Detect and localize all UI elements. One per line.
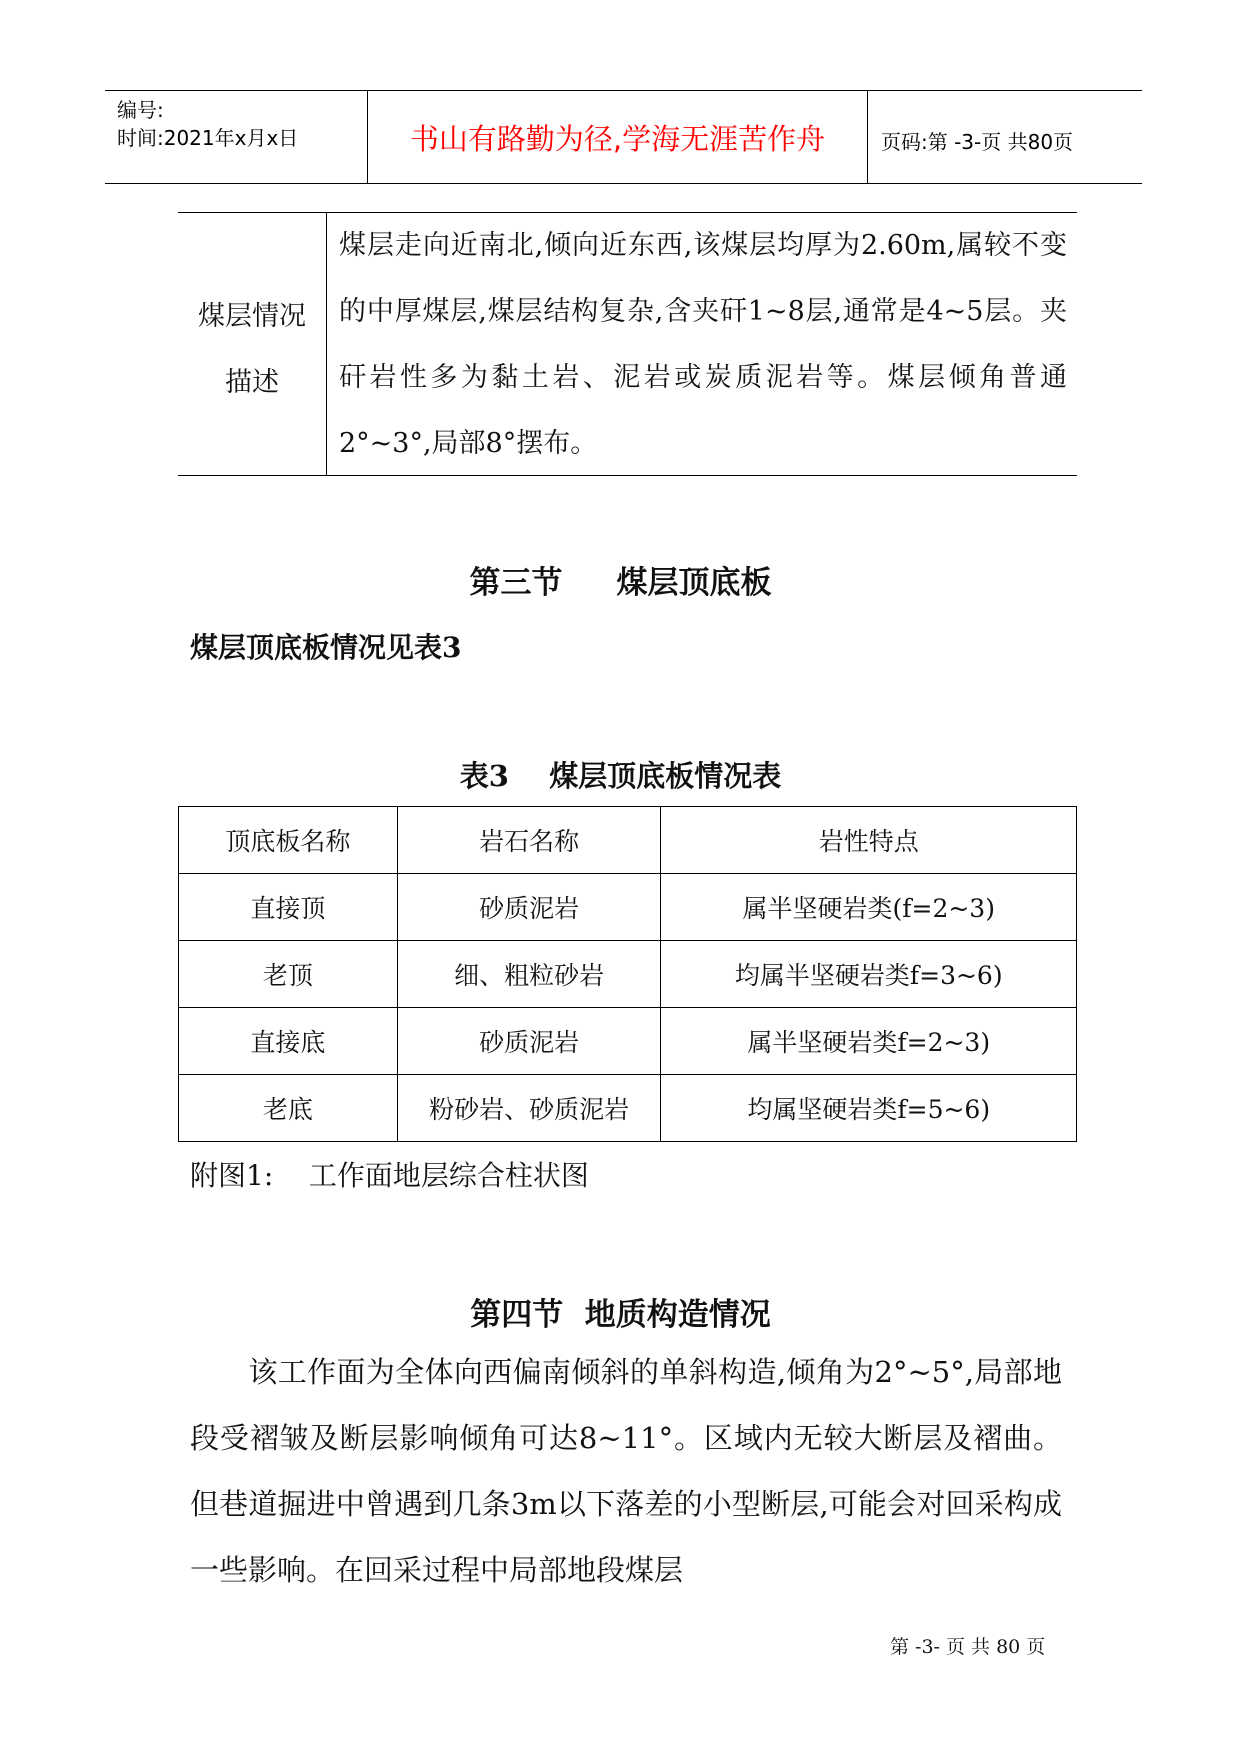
- table-cell: 属半坚硬岩类f=2~3): [661, 1008, 1077, 1075]
- seam-label-line2: 描述: [225, 367, 279, 398]
- table3-caption: 表3 煤层顶底板情况表: [459, 759, 782, 793]
- seam-label-line1: 煤层情况: [198, 301, 306, 332]
- header-time-label: 时间:2021年x月x日: [117, 126, 299, 150]
- table-cell: 砂质泥岩: [397, 1008, 661, 1075]
- table-row: [179, 1008, 1077, 1075]
- section4-paragraph-text: 该工作面为全体向西偏南倾斜的单斜构造,倾角为2°~5°,局部地段受褶皱及断层影响倾角可达8~11°。区域内无较大断层及褶曲。但巷道掘进中曾遇到几条3m以下落差的小型断层,可能会对回采构成一些影响。在回采过程中局部地段煤层: [190, 1355, 1062, 1587]
- table-cell: 老底: [179, 1075, 398, 1142]
- section3-subtitle: 煤层顶底板情况见表3: [190, 631, 462, 664]
- roof-floor-table: [178, 806, 1077, 1142]
- table-header-cell: 顶底板名称: [179, 807, 398, 874]
- table-cell: 均属坚硬岩类f=5~6): [661, 1075, 1077, 1142]
- table-cell: 细、粗粒砂岩: [397, 941, 661, 1008]
- table-cell: 粉砂岩、砂质泥岩: [397, 1075, 661, 1142]
- header-divider-right: [867, 90, 868, 184]
- header-number-label: 编号:: [117, 98, 164, 122]
- header-page-label: 页码:第 -3-页 共80页: [881, 130, 1074, 154]
- table-cell: 直接顶: [179, 874, 398, 941]
- attachment-note: 附图1: 工作面地层综合柱状图: [190, 1159, 589, 1192]
- header-bottom-rule: [105, 183, 1142, 184]
- seam-description-text: 煤层走向近南北,倾向近东西,该煤层均厚为2.60m,属较不变的中厚煤层,煤层结构复杂,含夹矸1~8层,通常是4~5层。夹矸岩性多为黏土岩、泥岩或炭质泥岩等。煤层倾角普通2°~3°,局部8°摆布。: [339, 230, 1067, 459]
- header-motto: 书山有路勤为径,学海无涯苦作舟: [409, 122, 826, 156]
- table-cell: 老顶: [179, 941, 398, 1008]
- table-row: [179, 941, 1077, 1008]
- section4-paragraph: [190, 1339, 1062, 1603]
- seam-table-divider: [326, 212, 327, 475]
- table-header-row: [179, 807, 1077, 874]
- header-divider-left: [367, 90, 368, 184]
- table-header-cell: 岩石名称: [397, 807, 661, 874]
- section4-heading: 第四节 地质构造情况: [470, 1297, 771, 1333]
- table-cell: 属半坚硬岩类(f=2~3): [661, 874, 1077, 941]
- table-header-cell: 岩性特点: [661, 807, 1077, 874]
- table-cell: 砂质泥岩: [397, 874, 661, 941]
- table-row: [179, 874, 1077, 941]
- section3-heading: 第三节 煤层顶底板: [469, 565, 772, 601]
- table-cell: 直接底: [179, 1008, 398, 1075]
- table-cell: 均属半坚硬岩类f=3~6): [661, 941, 1077, 1008]
- page-footer: 第 -3- 页 共 80 页: [890, 1636, 1046, 1658]
- header-top-rule: [105, 90, 1142, 91]
- table-row: [179, 1075, 1077, 1142]
